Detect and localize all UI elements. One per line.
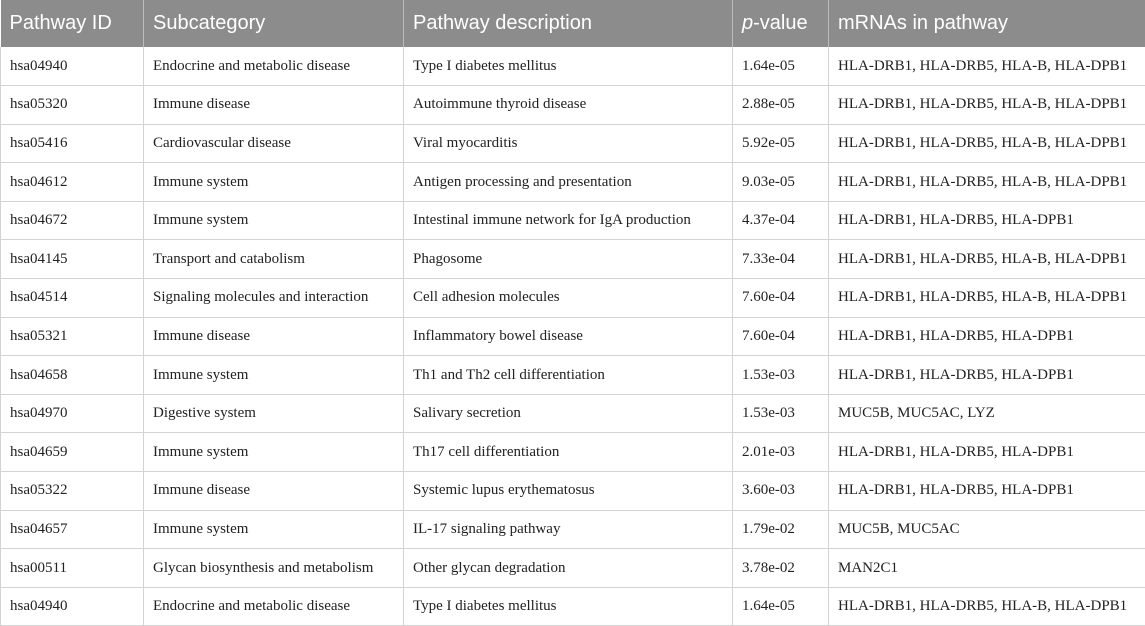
header-mrnas: mRNAs in pathway bbox=[829, 0, 1145, 47]
cell-mrnas: HLA-DRB1, HLA-DRB5, HLA-B, HLA-DPB1 bbox=[829, 124, 1145, 163]
table-header bbox=[1, 0, 1145, 47]
cell-pathway-id: hsa04658 bbox=[1, 356, 144, 395]
cell-p-value: 4.37e-04 bbox=[733, 201, 829, 240]
cell-pathway-description: Type I diabetes mellitus bbox=[404, 587, 733, 626]
cell-pathway-id: hsa04970 bbox=[1, 394, 144, 433]
table-row bbox=[1, 279, 1145, 318]
cell-p-value: 1.64e-05 bbox=[733, 47, 829, 86]
cell-mrnas: HLA-DRB1, HLA-DRB5, HLA-B, HLA-DPB1 bbox=[829, 86, 1145, 125]
cell-mrnas: HLA-DRB1, HLA-DRB5, HLA-DPB1 bbox=[829, 356, 1145, 395]
cell-subcategory: Immune disease bbox=[144, 86, 404, 125]
cell-pathway-description: Th1 and Th2 cell differentiation bbox=[404, 356, 733, 395]
cell-pathway-id: hsa04514 bbox=[1, 279, 144, 318]
table-row bbox=[1, 472, 1145, 511]
cell-pathway-id: hsa04145 bbox=[1, 240, 144, 279]
cell-pathway-description: Autoimmune thyroid disease bbox=[404, 86, 733, 125]
cell-subcategory: Cardiovascular disease bbox=[144, 124, 404, 163]
cell-p-value: 1.53e-03 bbox=[733, 356, 829, 395]
cell-pathway-id: hsa04672 bbox=[1, 201, 144, 240]
cell-subcategory: Transport and catabolism bbox=[144, 240, 404, 279]
cell-subcategory: Immune system bbox=[144, 510, 404, 549]
cell-subcategory: Digestive system bbox=[144, 394, 404, 433]
cell-mrnas: HLA-DRB1, HLA-DRB5, HLA-B, HLA-DPB1 bbox=[829, 279, 1145, 318]
cell-p-value: 7.60e-04 bbox=[733, 279, 829, 318]
cell-pathway-id: hsa04940 bbox=[1, 587, 144, 626]
table-row bbox=[1, 510, 1145, 549]
cell-mrnas: HLA-DRB1, HLA-DRB5, HLA-B, HLA-DPB1 bbox=[829, 240, 1145, 279]
cell-pathway-description: Other glycan degradation bbox=[404, 549, 733, 588]
cell-pathway-description: Viral myocarditis bbox=[404, 124, 733, 163]
cell-subcategory: Immune system bbox=[144, 433, 404, 472]
cell-subcategory: Signaling molecules and interaction bbox=[144, 279, 404, 318]
header-pathway-id: Pathway ID bbox=[1, 0, 144, 47]
table-row bbox=[1, 201, 1145, 240]
table-row bbox=[1, 47, 1145, 86]
header-pathway-description: Pathway description bbox=[404, 0, 733, 47]
cell-subcategory: Endocrine and metabolic disease bbox=[144, 587, 404, 626]
cell-pathway-description: Salivary secretion bbox=[404, 394, 733, 433]
header-value-suffix: -value bbox=[753, 12, 808, 34]
cell-pathway-description: Antigen processing and presentation bbox=[404, 163, 733, 202]
cell-subcategory: Immune system bbox=[144, 201, 404, 240]
cell-subcategory: Endocrine and metabolic disease bbox=[144, 47, 404, 86]
cell-subcategory: Immune system bbox=[144, 356, 404, 395]
cell-mrnas: HLA-DRB1, HLA-DRB5, HLA-B, HLA-DPB1 bbox=[829, 587, 1145, 626]
cell-mrnas: HLA-DRB1, HLA-DRB5, HLA-DPB1 bbox=[829, 433, 1145, 472]
table-row bbox=[1, 163, 1145, 202]
cell-p-value: 3.60e-03 bbox=[733, 472, 829, 511]
cell-pathway-id: hsa04612 bbox=[1, 163, 144, 202]
cell-p-value: 1.53e-03 bbox=[733, 394, 829, 433]
cell-pathway-description: Inflammatory bowel disease bbox=[404, 317, 733, 356]
cell-p-value: 7.60e-04 bbox=[733, 317, 829, 356]
cell-subcategory: Immune system bbox=[144, 163, 404, 202]
cell-subcategory: Immune disease bbox=[144, 317, 404, 356]
cell-mrnas: HLA-DRB1, HLA-DRB5, HLA-B, HLA-DPB1 bbox=[829, 47, 1145, 86]
cell-pathway-description: Type I diabetes mellitus bbox=[404, 47, 733, 86]
table-row bbox=[1, 317, 1145, 356]
cell-pathway-description: Intestinal immune network for IgA production bbox=[404, 201, 733, 240]
table-row bbox=[1, 549, 1145, 588]
header-subcategory: Subcategory bbox=[144, 0, 404, 47]
table-row bbox=[1, 124, 1145, 163]
cell-p-value: 5.92e-05 bbox=[733, 124, 829, 163]
cell-p-value: 2.01e-03 bbox=[733, 433, 829, 472]
header-row bbox=[1, 0, 1145, 47]
cell-mrnas: MUC5B, MUC5AC bbox=[829, 510, 1145, 549]
cell-p-value: 2.88e-05 bbox=[733, 86, 829, 125]
cell-mrnas: MAN2C1 bbox=[829, 549, 1145, 588]
cell-subcategory: Glycan biosynthesis and metabolism bbox=[144, 549, 404, 588]
table-body bbox=[1, 47, 1145, 626]
cell-pathway-id: hsa04657 bbox=[1, 510, 144, 549]
cell-pathway-id: hsa05321 bbox=[1, 317, 144, 356]
cell-pathway-description: Cell adhesion molecules bbox=[404, 279, 733, 318]
cell-pathway-description: Systemic lupus erythematosus bbox=[404, 472, 733, 511]
cell-p-value: 3.78e-02 bbox=[733, 549, 829, 588]
cell-mrnas: HLA-DRB1, HLA-DRB5, HLA-B, HLA-DPB1 bbox=[829, 163, 1145, 202]
cell-p-value: 1.64e-05 bbox=[733, 587, 829, 626]
table-row bbox=[1, 356, 1145, 395]
table-row bbox=[1, 433, 1145, 472]
cell-pathway-id: hsa04659 bbox=[1, 433, 144, 472]
cell-subcategory: Immune disease bbox=[144, 472, 404, 511]
cell-pathway-id: hsa00511 bbox=[1, 549, 144, 588]
cell-pathway-description: IL-17 signaling pathway bbox=[404, 510, 733, 549]
cell-mrnas: MUC5B, MUC5AC, LYZ bbox=[829, 394, 1145, 433]
header-p-letter: p bbox=[742, 12, 754, 34]
header-p-value bbox=[733, 0, 829, 47]
cell-mrnas: HLA-DRB1, HLA-DRB5, HLA-DPB1 bbox=[829, 317, 1145, 356]
cell-pathway-description: Th17 cell differentiation bbox=[404, 433, 733, 472]
cell-pathway-id: hsa04940 bbox=[1, 47, 144, 86]
cell-mrnas: HLA-DRB1, HLA-DRB5, HLA-DPB1 bbox=[829, 472, 1145, 511]
table-row bbox=[1, 587, 1145, 626]
cell-p-value: 7.33e-04 bbox=[733, 240, 829, 279]
table-row bbox=[1, 240, 1145, 279]
table-row bbox=[1, 394, 1145, 433]
table-row bbox=[1, 86, 1145, 125]
cell-pathway-id: hsa05322 bbox=[1, 472, 144, 511]
cell-pathway-id: hsa05416 bbox=[1, 124, 144, 163]
cell-pathway-description: Phagosome bbox=[404, 240, 733, 279]
cell-p-value: 1.79e-02 bbox=[733, 510, 829, 549]
cell-mrnas: HLA-DRB1, HLA-DRB5, HLA-DPB1 bbox=[829, 201, 1145, 240]
cell-pathway-id: hsa05320 bbox=[1, 86, 144, 125]
cell-p-value: 9.03e-05 bbox=[733, 163, 829, 202]
